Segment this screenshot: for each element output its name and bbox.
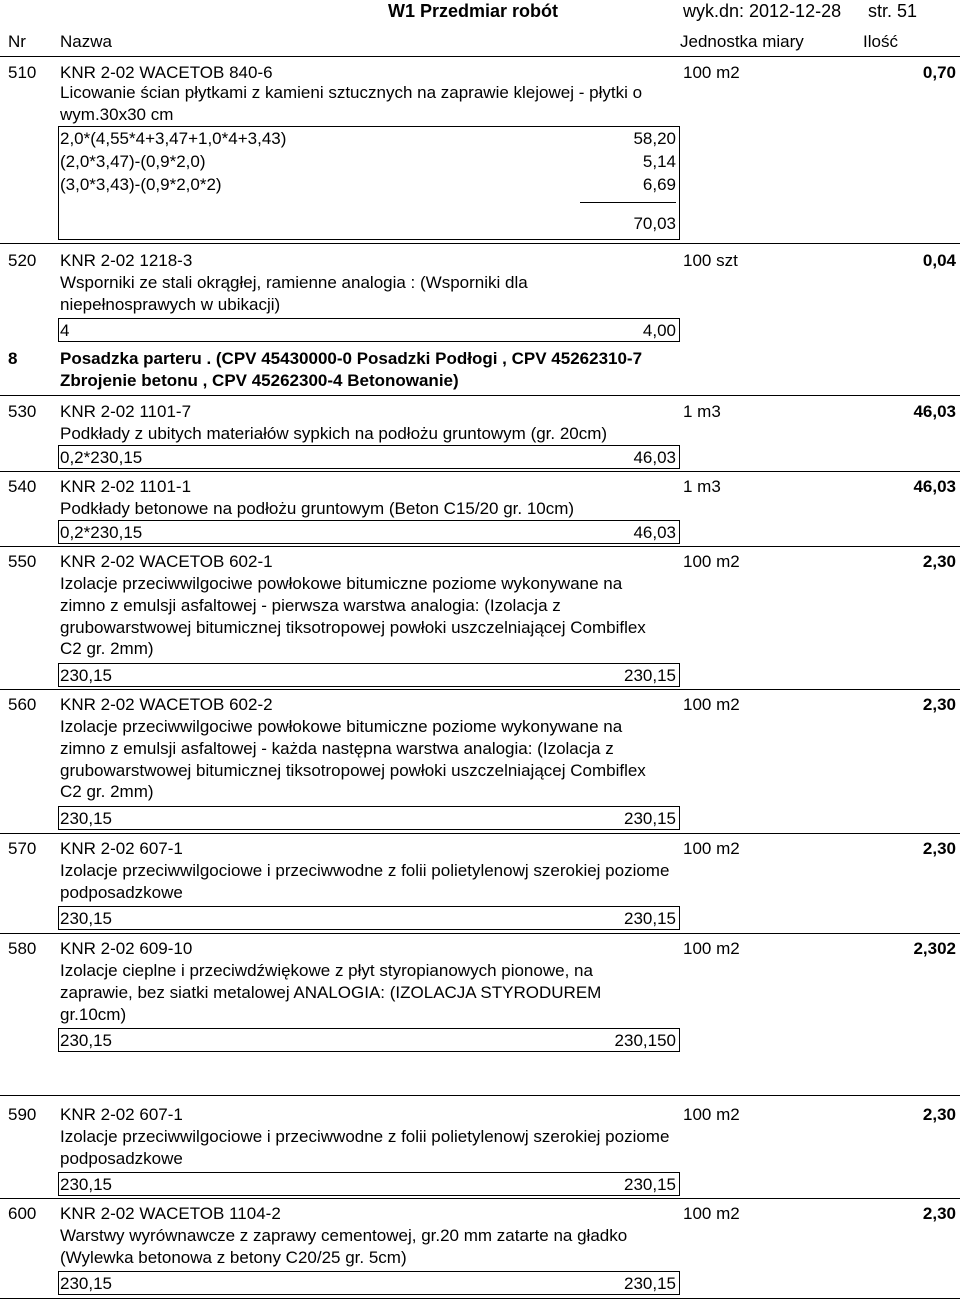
calc-box [58,445,680,469]
row-divider [0,1095,960,1096]
row-divider [0,689,960,690]
item-unit: 100 m2 [683,1105,740,1124]
item-code: KNR 2-02 1101-1 [60,477,192,496]
item-description: Podkłady z ubitych materiałów sypkich na podłożu gruntowym (gr. 20cm) [60,424,608,443]
item-quantity: 2,30 [922,695,956,714]
calc-formula: 230,15 [60,1031,112,1050]
item-code: KNR 2-02 WACETOB 1104-2 [60,1204,281,1223]
calc-box [58,1271,680,1295]
item-quantity: 2,302 [913,939,956,958]
item-unit: 100 m2 [683,695,740,714]
item-unit: 100 m2 [683,839,740,858]
section-title: Posadzka parteru . (CPV 45430000-0 Posadzki Podłogi , CPV 45262310-7 Zbrojenie betonu , CPV 45262300-4 Betonowanie) [60,349,643,391]
calc-value: 46,03 [633,448,676,467]
item-code: KNR 2-02 607-1 [60,1105,183,1124]
calc-formula: (2,0*3,47)-(0,9*2,0) [60,152,206,171]
item-code: KNR 2-02 1101-7 [60,402,192,421]
item-description: Warstwy wyrównawcze z zaprawy cementowej, gr.20 mm zatarte na gładko (Wylewka betonowa z betony C20/25 gr. 5cm) [60,1226,628,1267]
item-number: 580 [8,939,37,958]
item-number: 530 [8,402,37,421]
calc-value: 58,20 [633,129,676,148]
item-description: Wsporniki ze stali okrągłej, ramienne analogia : (Wsporniki dla niepełnosprawych w ubikacji) [60,273,528,314]
calc-value: 230,15 [624,1175,676,1194]
calc-box [58,906,680,930]
column-header-nr: Nr [8,32,26,51]
column-header-name: Nazwa [60,32,112,51]
calc-value: 230,150 [614,1031,676,1050]
section-number: 8 [8,349,18,368]
row-divider [0,546,960,547]
calc-formula: 230,15 [60,1274,112,1293]
calc-value: 230,15 [624,666,676,685]
item-code: KNR 2-02 607-1 [60,839,183,858]
item-code: KNR 2-02 1218-3 [60,251,193,270]
item-code: KNR 2-02 WACETOB 602-1 [60,552,273,571]
row-divider [0,1198,960,1199]
calc-sum: 70,03 [633,214,676,233]
calc-value: 230,15 [624,1274,676,1293]
item-quantity: 0,04 [922,251,956,270]
calc-value: 6,69 [642,175,676,194]
calc-formula: 230,15 [60,809,112,828]
calc-formula: 4 [60,321,70,340]
calc-formula: 230,15 [60,1175,112,1194]
item-quantity: 46,03 [913,402,956,421]
item-description: Izolacje przeciwwilgociwe powłokowe bitumiczne poziome wykonywane na zimno z emulsji asfaltowej - każda następna warstwa analogia: (Izolacja z grubowarstwowej bitumicznej tiksotropowej powłoki uszczelniającej Combiflex C2 gr. 2mm) [60,717,646,802]
calc-formula: 0,2*230,15 [60,523,143,542]
item-description: Licowanie ścian płytkami z kamieni sztucznych na zaprawie klejowej - płytki o wym.30x30 cm [60,83,643,124]
calc-formula: 2,0*(4,55*4+3,47+1,0*4+3,43) [60,129,287,148]
item-code: KNR 2-02 609-10 [60,939,193,958]
item-unit: 100 m2 [683,63,740,82]
item-quantity: 2,30 [922,839,956,858]
item-code: KNR 2-02 WACETOB 602-2 [60,695,273,714]
item-description: Izolacje przeciwwilgociwe powłokowe bitumiczne poziome wykonywane na zimno z emulsji asfaltowej - pierwsza warstwa analogia: (Izolacja z grubowarstwowej bitumicznej tiksotropowej powłoki uszczelniającej Combiflex C2 gr. 2mm) [60,574,646,659]
calc-box [58,663,680,687]
item-code: KNR 2-02 WACETOB 840-6 [60,63,273,82]
calc-box [58,1172,680,1196]
sum-underline [580,202,676,203]
page-number: str. 51 [868,1,918,21]
item-unit: 100 szt [683,251,738,270]
item-unit: 1 m3 [683,477,721,496]
calc-value: 4,00 [642,321,676,340]
item-number: 590 [8,1105,37,1124]
calc-box [58,520,680,544]
row-divider [0,1298,960,1299]
item-quantity: 2,30 [922,552,956,571]
item-description: Izolacje przeciwwilgociowe i przeciwwodne z folii polietylenowj szerokiej poziome podposadzkowe [60,861,670,902]
item-unit: 100 m2 [683,1204,740,1223]
column-header-qty: Ilość [863,32,898,51]
item-unit: 100 m2 [683,939,740,958]
calc-box [58,1028,680,1052]
item-quantity: 2,30 [922,1204,956,1223]
calc-box [58,318,680,342]
item-quantity: 46,03 [913,477,956,496]
item-number: 600 [8,1204,37,1223]
header-divider [0,56,960,57]
item-quantity: 0,70 [922,63,956,82]
calc-value: 5,14 [642,152,676,171]
calc-formula: 230,15 [60,666,112,685]
item-number: 510 [8,63,37,82]
row-divider [0,833,960,834]
row-divider [0,395,960,396]
item-number: 570 [8,839,37,858]
item-unit: 1 m3 [683,402,721,421]
item-number: 520 [8,251,37,270]
row-divider [0,243,960,244]
calc-formula: 230,15 [60,909,112,928]
item-number: 560 [8,695,37,714]
row-divider [0,933,960,934]
calc-formula: (3,0*3,43)-(0,9*2,0*2) [60,175,222,194]
calc-formula: 0,2*230,15 [60,448,143,467]
calc-box [58,806,680,830]
item-description: Podkłady betonowe na podłożu gruntowym (Beton C15/20 gr. 10cm) [60,499,575,518]
calc-value: 230,15 [624,809,676,828]
document-date: wyk.dn: 2012-12-28 [683,1,842,21]
item-quantity: 2,30 [922,1105,956,1124]
item-number: 550 [8,552,37,571]
item-description: Izolacje cieplne i przeciwdźwiękowe z płyt styropianowych pionowe, na zaprawie, bez siatki metalowej ANALOGIA: (IZOLACJA STYRODUREM gr.10cm) [60,961,602,1024]
document-title: W1 Przedmiar robót [388,1,559,21]
item-unit: 100 m2 [683,552,740,571]
calc-value: 230,15 [624,909,676,928]
item-description: Izolacje przeciwwilgociowe i przeciwwodne z folii polietylenowj szerokiej poziome podposadzkowe [60,1127,670,1168]
column-header-unit: Jednostka miary [680,32,804,51]
calc-value: 46,03 [633,523,676,542]
item-number: 540 [8,477,37,496]
row-divider [0,471,960,472]
